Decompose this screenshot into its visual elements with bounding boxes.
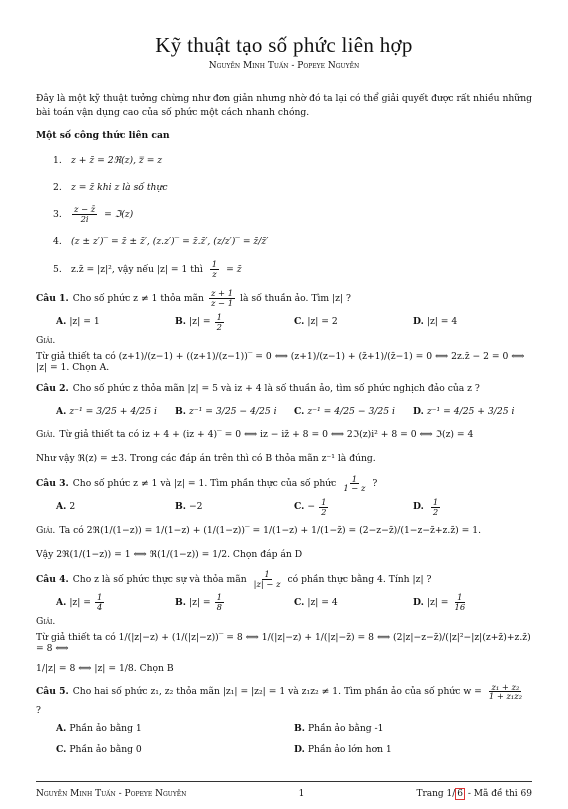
choice-text: − bbox=[307, 501, 316, 513]
choice-text: |z| = 4 bbox=[307, 597, 338, 608]
solution bbox=[36, 520, 532, 540]
choice-a[interactable] bbox=[56, 593, 175, 612]
choice-c[interactable] bbox=[294, 316, 413, 328]
solution-label: Giải. bbox=[36, 429, 56, 441]
choice-d[interactable] bbox=[413, 316, 532, 328]
footer-page-prefix: Trang 1/ bbox=[416, 789, 456, 799]
choice-fraction bbox=[95, 593, 104, 612]
choice-letter: C. bbox=[294, 316, 305, 328]
choice-c[interactable] bbox=[294, 597, 413, 609]
question-text: Cho z là số phức thực sự và thỏa mãn bbox=[72, 573, 247, 585]
choice-letter: B. bbox=[294, 722, 305, 734]
fraction-denominator: 8 bbox=[216, 602, 222, 613]
choice-fraction bbox=[215, 593, 224, 612]
formula-item bbox=[53, 233, 532, 251]
choice-d[interactable] bbox=[413, 406, 532, 418]
formula-fraction bbox=[210, 260, 219, 279]
formula-item bbox=[53, 178, 532, 196]
question-fraction bbox=[209, 289, 235, 308]
choice-list bbox=[56, 313, 532, 332]
choice-text: z⁻¹ = 4/25 + 3/25 i bbox=[426, 406, 515, 418]
question-1 bbox=[36, 288, 532, 374]
formula-fraction bbox=[72, 205, 97, 224]
question-label: Câu 3. bbox=[36, 478, 69, 490]
fraction-numerator: 1 bbox=[351, 473, 358, 484]
question-label: Câu 2. bbox=[36, 383, 69, 395]
question-text: Cho hai số phức z₁, z₂ thỏa mãn |z₁| = |z₂| = 1 và z₁z₂ ≠ 1. Tìm phần ảo của số phức w = bbox=[72, 686, 482, 698]
solution-continued bbox=[36, 659, 532, 679]
choice-a[interactable] bbox=[56, 406, 175, 418]
choice-list-row-2 bbox=[56, 741, 532, 759]
choice-c[interactable] bbox=[294, 498, 413, 517]
fraction-numerator: 1 bbox=[432, 496, 439, 507]
formula-text: z = z̄ khi z là số thực bbox=[71, 181, 168, 193]
question-fraction bbox=[252, 570, 283, 589]
choice-text: |z| = bbox=[188, 597, 211, 608]
question-stem bbox=[36, 683, 532, 717]
choice-text: Phần ảo bằng 0 bbox=[69, 743, 142, 755]
choice-letter: B. bbox=[175, 597, 186, 608]
choice-letter: B. bbox=[175, 501, 186, 513]
choice-c[interactable] bbox=[56, 744, 294, 756]
formula-text: z + z̄ = 2ℜ(z), z̿ = z bbox=[71, 154, 163, 166]
fraction-numerator: z + 1 bbox=[210, 288, 234, 299]
solution-label: Giải. bbox=[36, 524, 56, 536]
section-title: Một số công thức liên can bbox=[36, 129, 170, 141]
fraction-numerator: 1 bbox=[211, 259, 218, 270]
choice-letter: C. bbox=[294, 597, 305, 608]
solution-continued bbox=[36, 449, 532, 469]
solution-label: Giải. bbox=[36, 335, 56, 347]
choice-text: z⁻¹ = 3/25 + 4/25 i bbox=[69, 406, 157, 418]
choice-b[interactable] bbox=[294, 723, 532, 735]
solution-label: Giải. bbox=[36, 616, 56, 628]
choice-letter: D. bbox=[413, 406, 424, 418]
formula-text: z.z̄ = |z|², vậy nếu |z| = 1 thì bbox=[71, 263, 203, 275]
question-label: Câu 4. bbox=[36, 573, 69, 585]
page-footer bbox=[36, 781, 532, 800]
fraction-numerator: 1 bbox=[96, 592, 103, 603]
choice-a[interactable] bbox=[56, 501, 175, 513]
choice-b[interactable] bbox=[175, 313, 294, 332]
solution bbox=[36, 335, 532, 374]
choice-letter: A. bbox=[56, 597, 67, 608]
choice-letter: A. bbox=[56, 406, 67, 418]
question-text-end: ? bbox=[36, 705, 41, 717]
document-page bbox=[36, 30, 532, 759]
fraction-denominator: |z| − z bbox=[253, 578, 281, 589]
fraction-denominator: 2 bbox=[321, 506, 327, 517]
choice-text: −2 bbox=[188, 501, 203, 513]
formula-list bbox=[53, 151, 532, 278]
choice-text: |z| = 1 bbox=[69, 316, 100, 328]
total-pages-link[interactable]: 6 bbox=[457, 789, 464, 799]
solution-text: Từ giả thiết ta có (z+1)/(z−1) + ((z+1)/(z−1))‾ = 0 ⟺ (z+1)/(z−1) + (z̄+1)/(z̄−1) = 0 ⟺ 2z.z̄ − 2 = 0 ⟺ |z| = 1. Chọn A. bbox=[36, 350, 525, 374]
formula-text: = z̄ bbox=[226, 263, 242, 275]
question-stem bbox=[36, 568, 532, 590]
fraction-numerator: 1 bbox=[321, 496, 327, 507]
choice-d[interactable] bbox=[294, 744, 532, 756]
choice-d[interactable] bbox=[413, 498, 532, 517]
question-4 bbox=[36, 568, 532, 678]
question-stem bbox=[36, 473, 532, 495]
choice-list bbox=[56, 498, 532, 517]
choice-text: |z| = bbox=[69, 597, 91, 608]
question-text-end: có phần thực bằng 4. Tính |z| ? bbox=[287, 573, 432, 585]
solution-text: Từ giả thiết ta có iz + 4 + (iz + 4)‾ = 0 ⟺ iz − iz̄ + 8 = 0 ⟺ 2ℑ(z)i² + 8 = 0 ⟺ ℑ(z) = 4 bbox=[59, 429, 474, 441]
formula-text: = ℑ(z) bbox=[104, 209, 134, 220]
fraction-numerator: 1 bbox=[264, 569, 270, 580]
formula-text: (z ± z′)‾ = z̄ ± z̄′, (z.z′)‾ = z̄.z̄′, (z/z′)‾ = z̄/z̄′ bbox=[71, 236, 269, 248]
choice-list bbox=[56, 593, 532, 612]
question-text: Cho số phức z ≠ 1 thỏa mãn bbox=[72, 292, 204, 304]
choice-fraction bbox=[215, 313, 224, 332]
choice-letter: C. bbox=[294, 501, 305, 513]
formula-item bbox=[53, 260, 532, 279]
choice-text: Phần ảo bằng -1 bbox=[307, 722, 384, 734]
choice-letter: D. bbox=[413, 597, 424, 608]
fraction-denominator: 4 bbox=[96, 602, 103, 613]
fraction-denominator: 2i bbox=[80, 214, 89, 225]
document-title: Kỹ thuật tạo số phức liên hợp bbox=[155, 33, 413, 57]
fraction-denominator: z bbox=[212, 268, 217, 279]
choice-letter: D. bbox=[413, 501, 424, 513]
choice-letter: D. bbox=[413, 316, 424, 328]
choice-letter: B. bbox=[175, 406, 186, 418]
choice-letter: A. bbox=[56, 501, 67, 513]
footer-center: 1 bbox=[298, 789, 305, 799]
choice-b[interactable] bbox=[175, 406, 294, 418]
question-text: Cho số phức z ≠ 1 và |z| = 1. Tìm phần thực của số phức bbox=[72, 478, 337, 490]
choice-text: Phần ảo bằng 1 bbox=[69, 722, 142, 734]
choice-letter: B. bbox=[175, 316, 186, 328]
question-5 bbox=[36, 683, 532, 759]
choice-letter: A. bbox=[56, 722, 67, 734]
solution-continued bbox=[36, 544, 532, 564]
fraction-denominator: 2 bbox=[432, 506, 439, 517]
footer-page-info bbox=[416, 789, 532, 800]
choice-b[interactable] bbox=[175, 593, 294, 612]
formula-number: 4. bbox=[53, 236, 62, 248]
question-fraction bbox=[487, 683, 524, 702]
fraction-numerator: z₁ + z₂ bbox=[491, 681, 520, 692]
fraction-denominator: 16 bbox=[454, 602, 466, 613]
question-fraction bbox=[341, 475, 367, 494]
question-text-end: ? bbox=[372, 478, 378, 490]
choice-letter: C. bbox=[56, 743, 67, 755]
question-3 bbox=[36, 473, 532, 565]
choice-text: |z| = 2 bbox=[307, 316, 338, 328]
intro-paragraph: Đây là một kỹ thuật tưởng chừng như đơn giản nhưng nhờ đó ta lại có thể giải quyết được rất nhiều những bài toán vận dụng cao của số phức một cách nhanh chóng. bbox=[36, 92, 532, 119]
choice-b[interactable] bbox=[175, 501, 294, 513]
fraction-denominator: 1 + z₁z₂ bbox=[488, 691, 523, 702]
question-stem bbox=[36, 378, 532, 400]
solution bbox=[36, 425, 532, 445]
document-authors: Nguyễn Minh Tuấn - Popeye Nguyễn bbox=[208, 61, 360, 72]
question-label: Câu 1. bbox=[36, 292, 69, 304]
choice-text: z⁻¹ = 3/25 − 4/25 i bbox=[188, 406, 277, 418]
fraction-denominator: z − 1 bbox=[210, 298, 234, 309]
choice-text: |z| = bbox=[188, 316, 211, 328]
footer-exam-code: - Mã đề thi 69 bbox=[465, 789, 532, 799]
choice-text: |z| = bbox=[426, 597, 449, 608]
choice-letter: A. bbox=[56, 316, 67, 328]
formula-item bbox=[53, 151, 532, 169]
fraction-numerator: 1 bbox=[216, 592, 222, 603]
choice-a[interactable] bbox=[56, 316, 175, 328]
choice-a[interactable] bbox=[56, 723, 294, 735]
question-label: Câu 5. bbox=[36, 686, 69, 698]
choice-fraction bbox=[319, 498, 328, 517]
solution-text: 1/|z| = 8 ⟺ |z| = 1/8. Chọn B bbox=[36, 662, 174, 674]
fraction-denominator: 2 bbox=[216, 321, 222, 332]
choice-d[interactable] bbox=[413, 593, 532, 612]
fraction-numerator: 1 bbox=[216, 311, 222, 322]
choice-letter: C. bbox=[294, 406, 305, 418]
question-text-end: là số thuần ảo. Tìm |z| ? bbox=[240, 292, 351, 304]
choice-fraction bbox=[431, 498, 440, 517]
choice-list-row-1 bbox=[56, 720, 532, 738]
solution-text: Từ giả thiết ta có 1/(|z|−z) + (1/(|z|−z))‾ = 8 ⟺ 1/(|z|−z) + 1/(|z|−z̄) = 8 ⟺ (2|z|−z−z̄)/(|z|²−|z|(z+z̄)+z.z̄) = 8 ⟺ bbox=[36, 631, 531, 655]
solution-text: Vậy 2ℜ(1/(1−z)) = 1 ⟺ ℜ(1/(1−z)) = 1/2. Chọn đáp án D bbox=[36, 548, 303, 560]
formula-number: 3. bbox=[53, 209, 62, 220]
solution-text: Ta có 2ℜ(1/(1−z)) = 1/(1−z) + (1/(1−z))‾ = 1/(1−z) + 1/(1−z̄) = (2−z−z̄)/(1−z−z̄+z.z̄) = 1. bbox=[59, 524, 482, 536]
question-2 bbox=[36, 378, 532, 469]
choice-fraction bbox=[453, 593, 468, 612]
choice-list bbox=[56, 403, 532, 421]
question-text: Cho số phức z thỏa mãn |z| = 5 và iz + 4 là số thuần ảo, tìm số phức nghịch đảo của z ? bbox=[72, 383, 480, 395]
solution-text: Như vậy ℜ(z) = ±3. Trong các đáp án trên thì có B thỏa mãn z⁻¹ là đúng. bbox=[36, 453, 376, 465]
choice-text: |z| = 4 bbox=[426, 316, 458, 328]
formula-item bbox=[53, 205, 532, 224]
formula-number: 1. bbox=[53, 154, 62, 166]
fraction-denominator: 1 − z bbox=[343, 483, 366, 494]
solution bbox=[36, 616, 532, 655]
fraction-numerator: z − z̄ bbox=[74, 204, 96, 215]
choice-letter: D. bbox=[294, 743, 305, 755]
choice-text: z⁻¹ = 4/25 − 3/25 i bbox=[307, 406, 395, 418]
choice-c[interactable] bbox=[294, 406, 413, 418]
fraction-numerator: 1 bbox=[457, 592, 463, 603]
choice-text: Phần ảo lớn hơn 1 bbox=[307, 743, 392, 755]
footer-authors: Nguyễn Minh Tuấn - Popeye Nguyễn bbox=[36, 789, 187, 799]
formula-number: 5. bbox=[53, 263, 62, 275]
formula-number: 2. bbox=[53, 181, 62, 193]
choice-text: 2 bbox=[69, 501, 76, 513]
question-stem bbox=[36, 288, 532, 310]
